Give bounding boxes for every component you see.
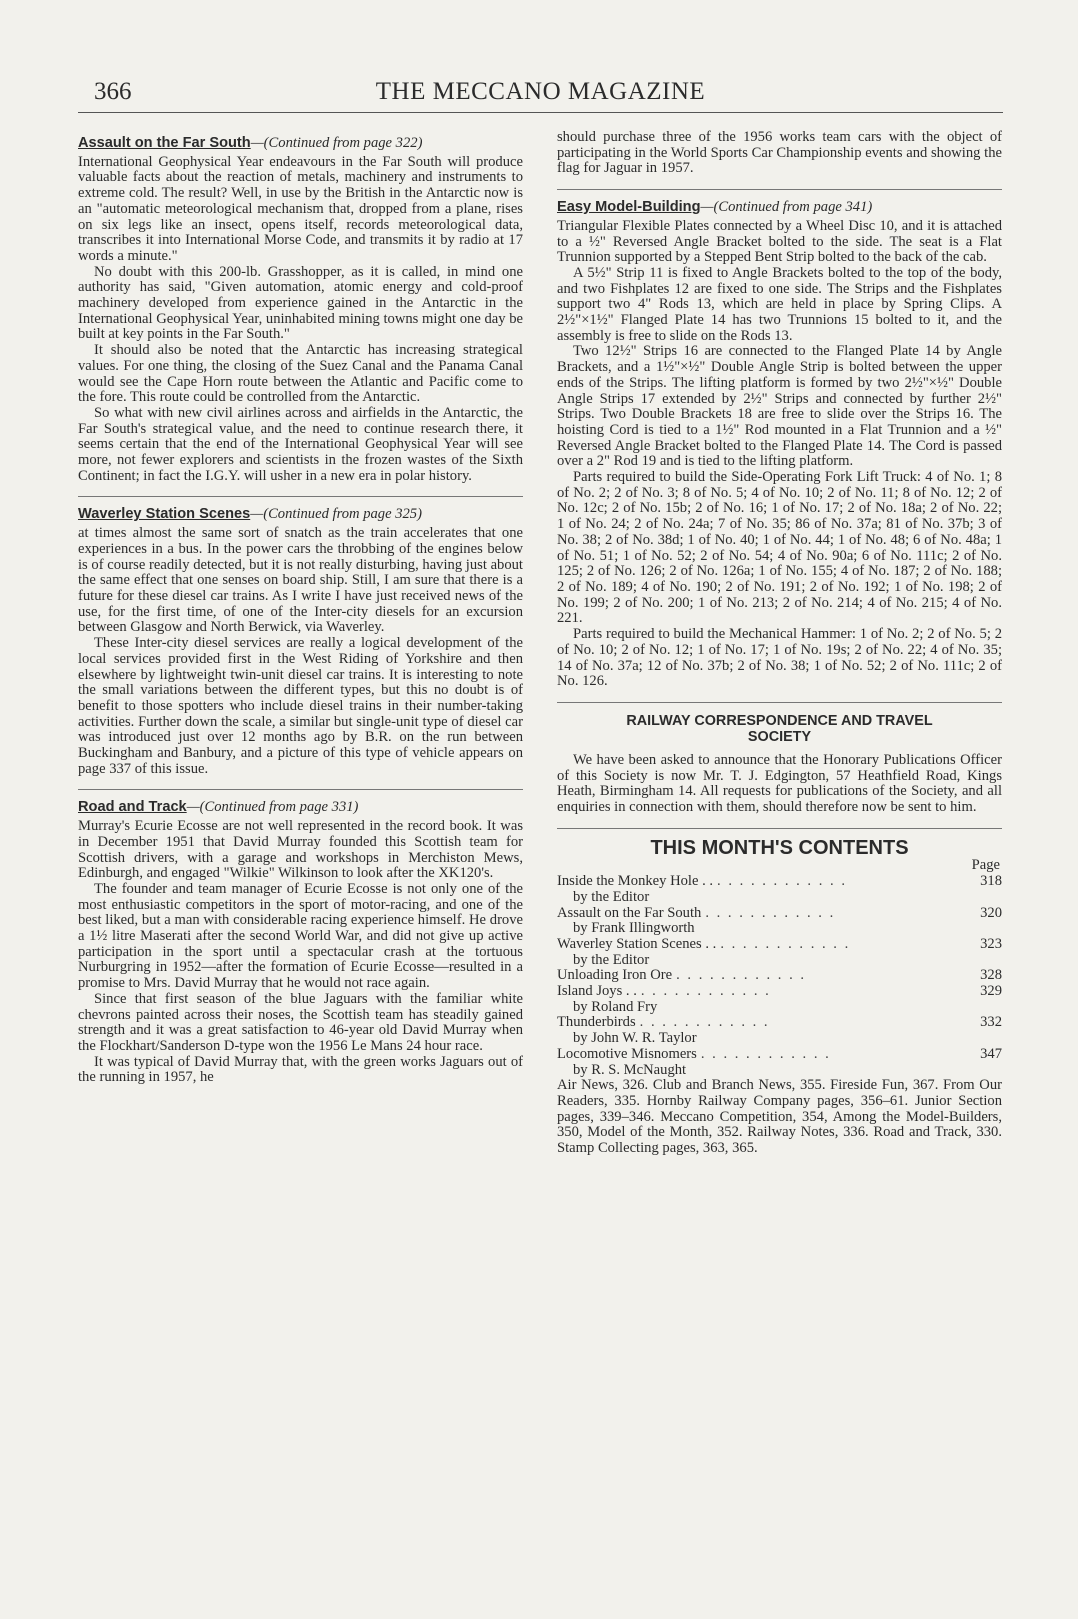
- article-easy-model-building: [557, 200, 1002, 690]
- contents-entry: [557, 1047, 1002, 1063]
- article-heading: [78, 136, 523, 152]
- paragraph: International Geophysical Year endeavours in the Far South will produce valuable facts about the reaction of metals, machinery and instruments to extreme cold. The result? Well, in use by the British in the Antarctic now is an "automatic meteorological mechanism that, dropped from a plane, rises on six legs like an insect, opens itself, records meteorological data, transcribes it into International Morse Code, and transmits it by radio at 17 words a minute.": [78, 153, 523, 264]
- contents-author: by Roland Fry: [573, 998, 658, 1015]
- article-road-and-track: [78, 800, 523, 1086]
- society-text: We have been asked to announce that the Honorary Publications Officer of this Society is now Mr. T. J. Edgington, 57 Heathfield Road, Kings Heath, Birmingham 14. All requests for publications of the Society, and all enquiries in connection with them, should therefore now be sent to him.: [557, 751, 1002, 816]
- section-divider: [78, 496, 523, 497]
- article-waverley-station: [78, 507, 523, 777]
- contents-title: Island Joys . .: [557, 983, 637, 1000]
- article-heading: [557, 200, 1002, 216]
- leader-dots: . . . . . . . . . . . .: [640, 984, 771, 1000]
- contents-page: 329: [980, 983, 1002, 1000]
- article-title: Easy Model-Building: [557, 199, 701, 216]
- article-road-and-track-continuation: [557, 130, 1002, 177]
- contents-entry: [557, 937, 1002, 953]
- society-heading: RAILWAY CORRESPONDENCE AND TRAVEL SOCIETY: [626, 712, 933, 745]
- contents-title: Locomotive Misnomers: [557, 1045, 697, 1062]
- article-assault-far-south: [78, 136, 523, 484]
- paragraph: The founder and team manager of Ecurie Ecosse is not only one of the most enthusiastic competitors in the sport of motor-racing, and one of the best liked, but a man with considerable racing experience himself. He drove a 1½ litre Maserati after the second World War, and did not give up active participation in the sport until a spectacular crash at the tortuous Nurburgring in 1952—after the formation of Ecurie Ecosse—resulted in a promise to Mrs. David Murray that he would not race again.: [78, 880, 523, 992]
- contents-title: Unloading Iron Ore: [557, 967, 673, 984]
- leader-dots: . . . . . . . . . . . .: [705, 905, 836, 921]
- paragraph: These Inter-city diesel services are really a logical development of the local services provided first in the West Riding of Yorkshire and then elsewhere by lightweight twin-unit diesel car trains. It is interesting to note the small variations between the different types, but this no doubt is of benefit to those spotters who include diesel trains in their number-taking activities. Further down the scale, a similar but single-unit type of diesel car was introduced just over 12 months ago by B.R. on the run between Buckingham and Banbury, and a picture of this type of vehicle appears on page 337 of this issue.: [78, 635, 523, 777]
- contents-page: 318: [980, 873, 1002, 890]
- section-divider: [78, 789, 523, 790]
- parts-list: Parts required to build the Side-Operating Fork Lift Truck: 4 of No. 1; 8 of No. 2; 2 of No. 3; 8 of No. 5; 4 of No. 10; 2 of No. 11; 8 of No. 12; 2 of No. 12c; 2 of No. 15b; 2 of No. 16; 1 of No. 17; 2 of No. 18a; 2 of No. 22; 1 of No. 24; 2 of No. 24a; 7 of No. 35; 86 of No. 37a; 81 of No. 37b; 3 of No. 38; 2 of No. 38d; 1 of No. 40; 1 of No. 44; 1 of No. 48; 6 of No. 48a; 1 of No. 51; 1 of No. 52; 2 of No. 54; 4 of No. 90a; 6 of No. 111c; 2 of No. 125; 2 of No. 126; 2 of No. 126a; 1 of No. 155; 4 of No. 187; 2 of No. 188; 2 of No. 189; 4 of No. 190; 2 of No. 191; 2 of No. 192; 1 of No. 198; 2 of No. 199; 2 of No. 200; 1 of No. 213; 2 of No. 214; 4 of No. 215; 4 of No. 221.: [557, 469, 1002, 627]
- paragraph: No doubt with this 200-lb. Grasshopper, as it is called, in mind one authority has said, "Given automation, atomic energy and cold-proof machinery developed from experience gained in the Antarctic in the International Geophysical Year, uninhabited mining towns might one day be built at key points in the Far South.": [78, 263, 523, 343]
- leader-dots: . . . . . . . . . . . .: [717, 874, 847, 890]
- contents-author: by R. S. McNaught: [573, 1061, 687, 1078]
- paragraph: Since that first season of the blue Jaguars with the familiar white chevrons painted across their noses, the Scottish team has steadily gained strength and it was a great satisfaction to 46-year old David Murray when the Flockhart/Sanderson D-type won the 1956 Le Mans 24 hour race.: [78, 990, 523, 1054]
- section-divider: [557, 702, 1002, 703]
- paragraph: Two 12½" Strips 16 are connected to the Flanged Plate 14 by Angle Brackets, and a 1½"×½" Double Angle Strip is bolted between the upper ends of the Strips. The lifting platform is formed by two 2½"×½" Double Angle Strips 17 extended by 2½" Strips and connected by further 2½" Strips. Two Double Brackets 18 are free to slide over the Strips 16. The hoisting Cord is tied to a 1½" Rod mounted in a Flat Trunnion and a ½" Reversed Angle Bracket bolted to the Flanged Plate 14. The Cord is passed over a 2" Rod 19 and is tied to the lifting platform.: [557, 343, 1002, 470]
- contents-title: Inside the Monkey Hole . .: [557, 873, 714, 890]
- contents-title: Assault on the Far South: [557, 904, 702, 921]
- paragraph: at times almost the same sort of snatch as the train accelerates that one experiences in a bus. In the power cars the throbbing of the engines below is of course readily detected, but it is not really disturbing, having just about the same effect that one senses on board ship. Still, I am sure that there is a future for these diesel car trains. As I write I have just received news of the use, for the first time, of one of the Inter-city diesels for an excursion between Glasgow and North Berwick, via Waverley.: [78, 525, 523, 636]
- contents-entry: [557, 1015, 1002, 1031]
- contents-author: by John W. R. Taylor: [573, 1030, 697, 1047]
- article-title: Road and Track: [78, 799, 187, 816]
- contents-heading: THIS MONTH'S CONTENTS: [650, 836, 909, 859]
- page-number: 366: [94, 78, 132, 105]
- contents-author: by the Editor: [573, 888, 650, 905]
- contents-page: 320: [980, 904, 1002, 921]
- contents-entry: [557, 968, 1002, 984]
- paragraph: Murray's Ecurie Ecosse are not well represented in the record book. It was in December 1951 that David Murray founded this Scottish team for Scottish drivers, with a garage and workshops in Merchiston Mews, Edinburgh, and engaged "Wilkie" Wilkinson to look after the XK120's.: [78, 818, 523, 882]
- contents-author: by Frank Illingworth: [573, 920, 695, 937]
- contents-page-label: Page: [971, 857, 1000, 874]
- section-divider: [557, 189, 1002, 190]
- contents-title: Thunderbirds: [557, 1014, 636, 1031]
- contents-entry: [557, 906, 1002, 922]
- contents-entry: [557, 874, 1002, 890]
- left-column: [78, 130, 523, 1086]
- contents-page: 323: [980, 935, 1002, 952]
- leader-dots: . . . . . . . . . . . .: [700, 1046, 831, 1062]
- article-heading: [78, 800, 523, 816]
- continued-note: —(Continued from page 325): [250, 506, 422, 523]
- contents-page: 332: [980, 1014, 1002, 1031]
- paragraph: should purchase three of the 1956 works team cars with the object of participating in the World Sports Car Championship events and showing the flag for Jaguar in 1957.: [557, 129, 1002, 177]
- continued-note: —(Continued from page 322): [250, 135, 423, 151]
- parts-list: Parts required to build the Mechanical Hammer: 1 of No. 2; 2 of No. 5; 2 of No. 10; 2 of No. 12; 1 of No. 17; 1 of No. 19s; 2 of No. 22; 4 of No. 35; 14 of No. 37a; 12 of No. 37b; 2 of No. 38; 1 of No. 52; 2 of No. 111c; 2 of No. 126.: [557, 626, 1002, 690]
- contents-entry: [557, 984, 1002, 1000]
- contents-author: by the Editor: [573, 951, 650, 968]
- paragraph: It was typical of David Murray that, with the green works Jaguars out of the running in 1957, he: [78, 1053, 523, 1086]
- magazine-title: THE MECCANO MAGAZINE: [375, 78, 706, 105]
- contents-title: Waverley Station Scenes . .: [557, 935, 717, 952]
- leader-dots: . . . . . . . . . . . .: [639, 1015, 770, 1031]
- article-heading: [78, 507, 523, 523]
- paragraph: Triangular Flexible Plates connected by a Wheel Disc 10, and it is attached to a ½" Reversed Angle Bracket bolted to the side. The seat is a Flat Trunnion supported by a Stepped Bent Strip bolted to the back of the cab.: [557, 217, 1002, 266]
- right-column: [557, 130, 1002, 1157]
- page-header: [78, 76, 1003, 113]
- continued-note: —(Continued from page 341): [700, 199, 873, 216]
- contents-other-features: Air News, 326. Club and Branch News, 355. Fireside Fun, 367. From Our Readers, 335. Hornby Railway Company pages, 356–61. Junior Section pages, 339–346. Meccano Competition, 354, Among the Model-Builders, 350, Model of the Month, 352. Railway Notes, 336. Road and Track, 330. Stamp Collecting pages, 363, 365.: [557, 1077, 1002, 1157]
- continued-note: —(Continued from page 331): [186, 799, 359, 816]
- paragraph: It should also be noted that the Antarctic has increasing strategical values. For one thing, the closing of the Suez Canal and the Panama Canal would see the Cape Horn route between the Atlantic and Pacific come to the fore. This route could be controlled from the Antarctic.: [78, 342, 523, 406]
- contents-box: [557, 836, 1002, 1157]
- contents-page: 347: [980, 1045, 1002, 1062]
- leader-dots: . . . . . . . . . . . .: [720, 936, 851, 952]
- section-divider: [557, 828, 1002, 829]
- article-title: Waverley Station Scenes: [78, 506, 251, 523]
- paragraph: A 5½" Strip 11 is fixed to Angle Brackets bolted to the top of the body, and two Fishplates 12 are fixed to one side. The Strips and the Fishplates support two 4" Rods 13, which are held in place by Spring Clips. A 2½"×1½" Flanged Plate 14 has two Trunnions 15 bolted to it, and the assembly is free to slide on the Rods 13.: [557, 264, 1002, 344]
- contents-page: 328: [980, 967, 1002, 984]
- article-title: Assault on the Far South: [78, 135, 251, 151]
- society-notice: [557, 713, 1002, 816]
- leader-dots: . . . . . . . . . . . .: [676, 968, 807, 984]
- paragraph: So what with new civil airlines across and airfields in the Antarctic, the Far South's strategical value, and the need to continue research there, it seems certain that the end of the International Geophysical Year will see more, not fewer explorers and scientists in the frozen wastes of the Sixth Continent; in fact the I.G.Y. will usher in a new era in polar history.: [78, 404, 523, 484]
